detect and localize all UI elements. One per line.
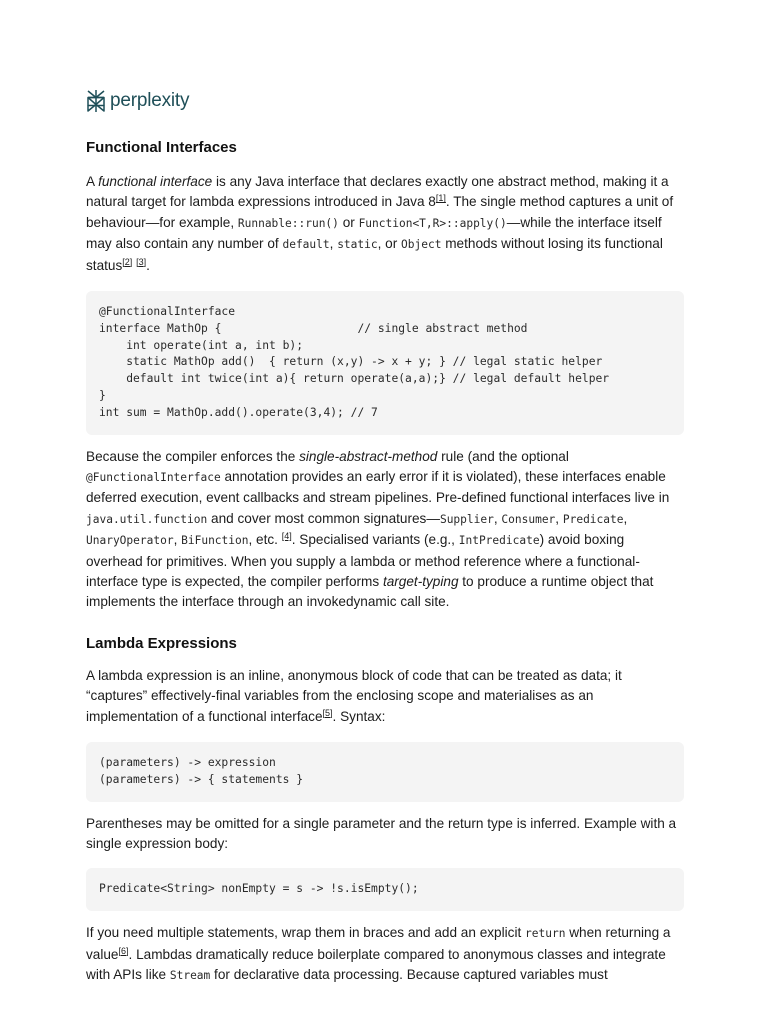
code-line: static MathOp add() { return (x,y) -> x + y; } // legal static helper <box>99 355 603 369</box>
code-block-syntax <box>86 742 684 802</box>
code-line: default int twice(int a){ return operate(a,a);} // legal default helper <box>99 372 610 386</box>
paragraph-multiple-statements: If you need multiple statements, wrap them in braces and add an explicit return when returning a value[6]. Lambdas dramatically reduce boilerplate compared to anonymous classes and integrate with APIs like Stream for declarative data processing. Because captured variables must <box>86 925 671 983</box>
citation-link[interactable]: [2] <box>122 256 133 267</box>
inline-code: UnaryOperator <box>86 534 174 548</box>
section-heading-lambda-expressions: Lambda Expressions <box>86 634 237 652</box>
inline-code: Supplier <box>439 512 494 526</box>
code-line: int sum = MathOp.add().operate(3,4); // 7 <box>99 405 378 419</box>
code-line: } <box>99 389 106 403</box>
inline-code: Object <box>401 238 442 252</box>
citation-link[interactable]: [4] <box>281 531 292 542</box>
code-block-predicate <box>86 868 684 911</box>
inline-code: java.util.function <box>86 512 208 526</box>
inline-code: Predicate <box>562 512 624 526</box>
inline-code: Consumer <box>501 512 556 526</box>
code-line: Predicate<String> nonEmpty = s -> !s.isEmpty(); <box>99 882 419 896</box>
code-line: interface MathOp { // single abstract method <box>99 321 528 335</box>
code-line: (parameters) -> { statements } <box>99 772 304 786</box>
code-line: int operate(int a, int b); <box>99 338 304 352</box>
paragraph-parentheses: Parentheses may be omitted for a single parameter and the return type is inferred. Example with a single expression body: <box>86 815 677 852</box>
inline-code: Function<T,R>::apply() <box>358 216 507 230</box>
code-line: (parameters) -> expression <box>99 756 276 770</box>
citation-link[interactable]: [5] <box>322 707 333 718</box>
citation-link[interactable]: [6] <box>118 945 129 956</box>
section-heading-functional-interfaces: Functional Interfaces <box>86 139 237 156</box>
perplexity-logo-icon <box>86 89 106 113</box>
inline-code: @FunctionalInterface <box>86 471 221 485</box>
citation-link[interactable]: [3] <box>136 256 147 267</box>
inline-code: IntPredicate <box>458 534 540 548</box>
inline-code: static <box>337 238 378 252</box>
article-content <box>86 138 684 987</box>
inline-code: default <box>282 238 330 252</box>
paragraph-intro: A functional interface is any Java interface that declares exactly one abstract method, making it a natural target for lambda expressions introduced in Java 8[1]. The single method captures a unit of behaviour—for example, Runnable::run() or Function<T,R>::apply()—while the interface itself may also contain any number of default, static, or Object methods without losing its functional status[2] [3]. <box>86 174 674 273</box>
brand-name: perplexity <box>110 90 190 111</box>
inline-code: Stream <box>169 969 211 983</box>
paragraph-lambda-intro: A lambda expression is an inline, anonymous block of code that can be treated as data; it “captures” effectively-final variables from the enclosing scope and materialises as an implementation of a functional interface[5]. Syntax: <box>86 667 622 724</box>
inline-code: Runnable::run() <box>237 216 339 230</box>
code-line: @FunctionalInterface <box>99 305 236 319</box>
citation-link[interactable]: [1] <box>435 193 446 204</box>
perplexity-logo[interactable] <box>86 89 189 113</box>
paragraph-compiler: Because the compiler enforces the single-abstract-method rule (and the optional @FunctionalInterface annotation provides an early error if it is violated), these interfaces enable deferred execution, event callbacks and stream pipelines. Pre-defined functional interfaces live in java.util.function and cover most common signatures—Supplier, Consumer, Predicate, UnaryOperator, BiFunction, etc. [4]. Specialised variants (e.g., IntPredicate) avoid boxing overhead for primitives. When you supply a lambda or method reference where a functional-interface type is expected, the compiler performs target-typing to produce a runtime object that implements the interface through an invokedynamic call site. <box>86 448 670 610</box>
inline-code: BiFunction <box>181 534 249 548</box>
code-block-mathop <box>86 291 684 435</box>
inline-code: return <box>525 927 566 941</box>
